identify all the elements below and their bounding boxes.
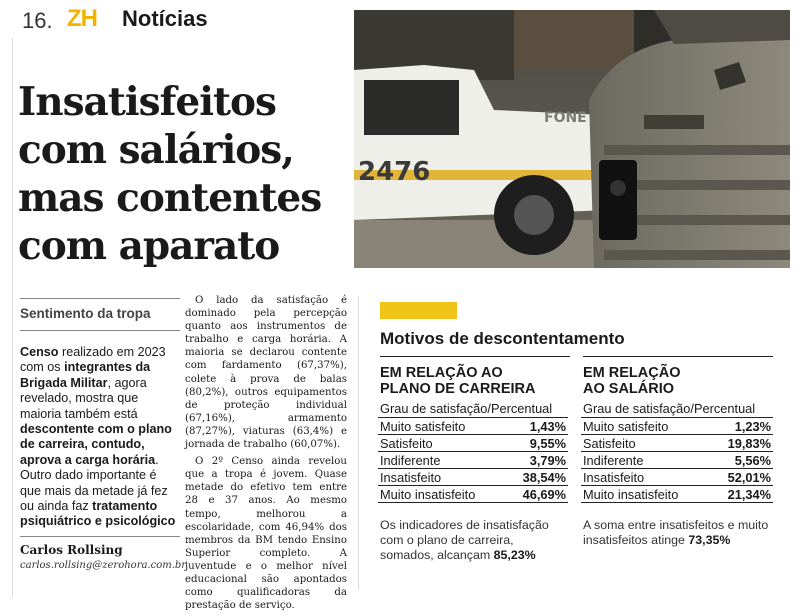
salary-subheading: Grau de satisfação/Percentual xyxy=(583,401,756,416)
table-row xyxy=(581,486,773,503)
row-value: 21,34% xyxy=(711,486,773,503)
sidebar-title-rule xyxy=(20,330,180,331)
table-row xyxy=(378,486,568,503)
row-label: Satisfeito xyxy=(378,435,507,452)
row-value: 38,54% xyxy=(507,469,568,486)
career-heading xyxy=(380,365,535,397)
table-row xyxy=(378,469,568,486)
table-row xyxy=(581,435,773,452)
row-value: 1,23% xyxy=(711,418,773,435)
row-label: Muito insatisfeito xyxy=(378,486,507,503)
article-paragraph: O lado da satisfação é dominado pela percepção quanto aos instrumentos de trabalho e carga horária. A maioria se declarou contente com fardamento (67,37%), colete à prova de balas (80,2%), outros equipamentos de proteção individual (67,16%), armamento (87,27%), viaturas (63,4%) e jornada de trabalho (60,07%). xyxy=(185,295,347,451)
row-label: Satisfeito xyxy=(581,435,711,452)
infographic-title: Motivos de descontentamento xyxy=(380,329,625,348)
headline-line: com salários, xyxy=(18,127,294,173)
row-label: Indiferente xyxy=(378,452,507,469)
salary-heading-line: EM RELAÇÃO xyxy=(583,365,681,381)
career-note xyxy=(380,518,570,563)
career-heading-line: EM RELAÇÃO AO xyxy=(380,365,503,381)
photo-illustration xyxy=(354,10,790,268)
table-row xyxy=(378,435,568,452)
note-text: A soma entre insatisfeitos e muito insatisfeitos atinge xyxy=(583,518,769,547)
career-top-rule xyxy=(380,356,570,357)
career-subheading: Grau de satisfação/Percentual xyxy=(380,401,553,416)
headline-line: com aparato xyxy=(18,223,280,269)
note-value: 73,35% xyxy=(688,533,731,547)
table-row xyxy=(378,418,568,435)
author-name: Carlos Rollsing xyxy=(20,543,123,557)
summary-strong: integrantes da Brigada Militar xyxy=(20,360,151,390)
summary-text: . Outro dado importante é que mais da metade já fez ou ainda faz xyxy=(20,452,168,514)
table-row xyxy=(581,418,773,435)
note-value: 85,23% xyxy=(493,548,536,562)
row-value: 5,56% xyxy=(711,452,773,469)
summary-text: realizado em 2023 com os xyxy=(20,345,166,375)
row-label: Muito satisfeito xyxy=(581,418,711,435)
headline-line: Insatisfeitos xyxy=(18,79,277,125)
row-value: 9,55% xyxy=(507,435,568,452)
row-value: 52,01% xyxy=(711,469,773,486)
table-row xyxy=(581,452,773,469)
table-row xyxy=(581,469,773,486)
note-text: Os indicadores de insatisfação com o plano de carreira, somados, alcançam xyxy=(380,518,549,562)
row-value: 1,43% xyxy=(507,418,568,435)
row-label: Indiferente xyxy=(581,452,711,469)
salary-heading xyxy=(583,365,680,397)
section-name: Notícias xyxy=(122,6,208,31)
sidebar-title: Sentimento da tropa xyxy=(20,306,151,321)
row-label: Insatisfeito xyxy=(378,469,507,486)
author-email[interactable]: carlos.rollsing@zerohora.com.br xyxy=(20,560,187,571)
article-paragraph: O 2º Censo ainda revelou que a tropa é jovem. Quase metade do efetivo tem entre 28 e 37 anos. Ao mesmo tempo, melhorou a escolaridade, com 46,94% dos membros da BM tendo Ensino Superior completo. A juventude e o melhor nível educacional são apontados como qualificadoras da prestação de serviço. xyxy=(185,456,347,612)
salary-note xyxy=(583,518,773,548)
brand-logo: ZH xyxy=(67,5,97,32)
row-label: Muito satisfeito xyxy=(378,418,507,435)
headline xyxy=(18,78,348,270)
hero-photo xyxy=(354,10,790,268)
salary-table xyxy=(581,417,773,503)
table-row xyxy=(378,452,568,469)
sidebar-author-rule xyxy=(20,536,180,537)
summary-strong: tratamento psiquiátrico e psicológico xyxy=(20,499,176,529)
column-divider xyxy=(358,296,359,590)
headline-line: mas contentes xyxy=(18,175,322,221)
summary-text: , agora revelado, mostra que maioria também está xyxy=(20,375,147,421)
row-label: Insatisfeito xyxy=(581,469,711,486)
sidebar-summary xyxy=(20,345,180,530)
row-value: 3,79% xyxy=(507,452,568,469)
article-body xyxy=(185,294,347,616)
career-heading-line: PLANO DE CARREIRA xyxy=(380,381,536,397)
sidebar-top-rule xyxy=(20,298,180,299)
page-number: 16. xyxy=(22,8,53,33)
row-label: Muito insatisfeito xyxy=(581,486,711,503)
summary-strong: descontente com o plano de carreira, contudo, aprova a carga horária xyxy=(20,422,172,467)
salary-top-rule xyxy=(583,356,773,357)
salary-heading-line: AO SALÁRIO xyxy=(583,381,675,397)
vehicle-number: 2476 xyxy=(358,157,431,187)
career-table xyxy=(378,417,568,503)
summary-strong: Censo xyxy=(20,345,59,359)
accent-bar xyxy=(380,302,457,319)
vehicle-text: FONE xyxy=(544,110,587,126)
row-value: 46,69% xyxy=(507,486,568,503)
page-edge-rule xyxy=(12,38,13,598)
row-value: 19,83% xyxy=(711,435,773,452)
